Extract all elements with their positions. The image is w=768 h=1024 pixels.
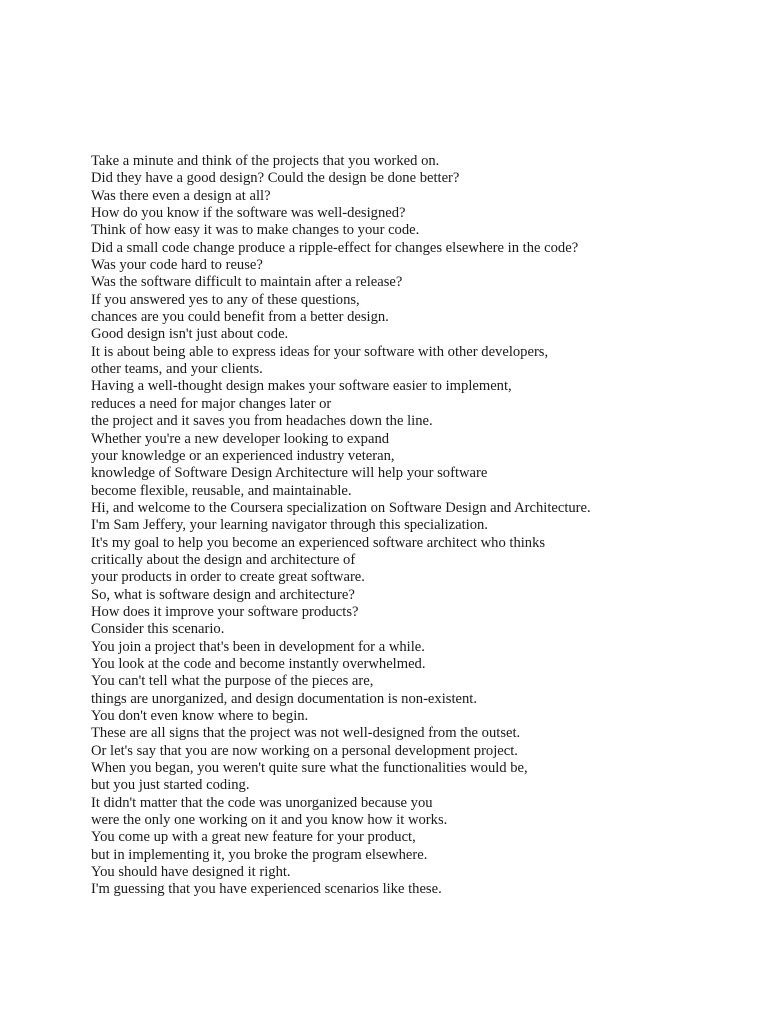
transcript-line: but in implementing it, you broke the program elsewhere. [91,846,428,863]
transcript-line: Hi, and welcome to the Coursera specialization on Software Design and Architecture. [91,499,591,516]
transcript-line: You join a project that's been in development for a while. [91,638,425,655]
transcript-line: These are all signs that the project was not well-designed from the outset. [91,725,521,742]
transcript-line: chances are you could benefit from a better design. [91,309,389,326]
transcript-line: things are unorganized, and design documentation is non-existent. [91,690,477,707]
transcript-line: You should have designed it right. [91,864,291,881]
transcript-line: were the only one working on it and you know how it works. [91,812,448,829]
transcript-line: your knowledge or an experienced industry veteran, [91,447,395,464]
transcript-line: Was the software difficult to maintain after a release? [91,274,403,291]
transcript-line: How do you know if the software was well-designed? [91,205,406,222]
transcript-line: become flexible, reusable, and maintainable. [91,482,352,499]
transcript-line: It's my goal to help you become an experienced software architect who thinks [91,534,546,551]
transcript-text [91,153,761,899]
transcript-line: You look at the code and become instantly overwhelmed. [91,655,426,672]
transcript-line: Take a minute and think of the projects that you worked on. [91,153,440,169]
transcript-line: You come up with a great new feature for your product, [91,829,416,846]
transcript-line: Did a small code change produce a ripple-effect for changes elsewhere in the code? [91,239,579,256]
transcript-line: Good design isn't just about code. [91,326,289,343]
transcript-line: critically about the design and architecture of [91,551,356,568]
transcript-line: You can't tell what the purpose of the pieces are, [91,673,374,690]
transcript-line: knowledge of Software Design Architecture will help your software [91,465,488,482]
transcript-line: your products in order to create great software. [91,569,365,586]
transcript-line: Or let's say that you are now working on a personal development project. [91,742,518,759]
transcript-line: It is about being able to express ideas for your software with other developers, [91,343,549,360]
transcript-line: How does it improve your software products? [91,603,359,620]
transcript-line: but you just started coding. [91,777,250,794]
transcript-line: If you answered yes to any of these questions, [91,291,360,308]
transcript-line: It didn't matter that the code was unorganized because you [91,794,433,811]
transcript-line: Whether you're a new developer looking to expand [91,430,390,447]
transcript-line: Was your code hard to reuse? [91,257,263,274]
transcript-line: reduces a need for major changes later or [91,395,332,412]
transcript-line: You don't even know where to begin. [91,708,309,724]
transcript-line: Was there even a design at all? [91,187,271,204]
transcript-line: When you began, you weren't quite sure what the functionalities would be, [91,760,528,777]
transcript-line: I'm guessing that you have experienced scenarios like these. [91,881,442,898]
transcript-line: Consider this scenario. [91,621,225,638]
transcript-line: the project and it saves you from headaches down the line. [91,413,433,430]
transcript-line: I'm Sam Jeffery, your learning navigator through this specialization. [91,517,488,534]
transcript-line: So, what is software design and architecture? [91,586,355,603]
transcript-line: other teams, and your clients. [91,361,263,378]
transcript-line: Think of how easy it was to make changes to your code. [91,222,420,239]
transcript-line: Having a well-thought design makes your software easier to implement, [91,378,512,395]
transcript-line: Did they have a good design? Could the design be done better? [91,170,460,187]
